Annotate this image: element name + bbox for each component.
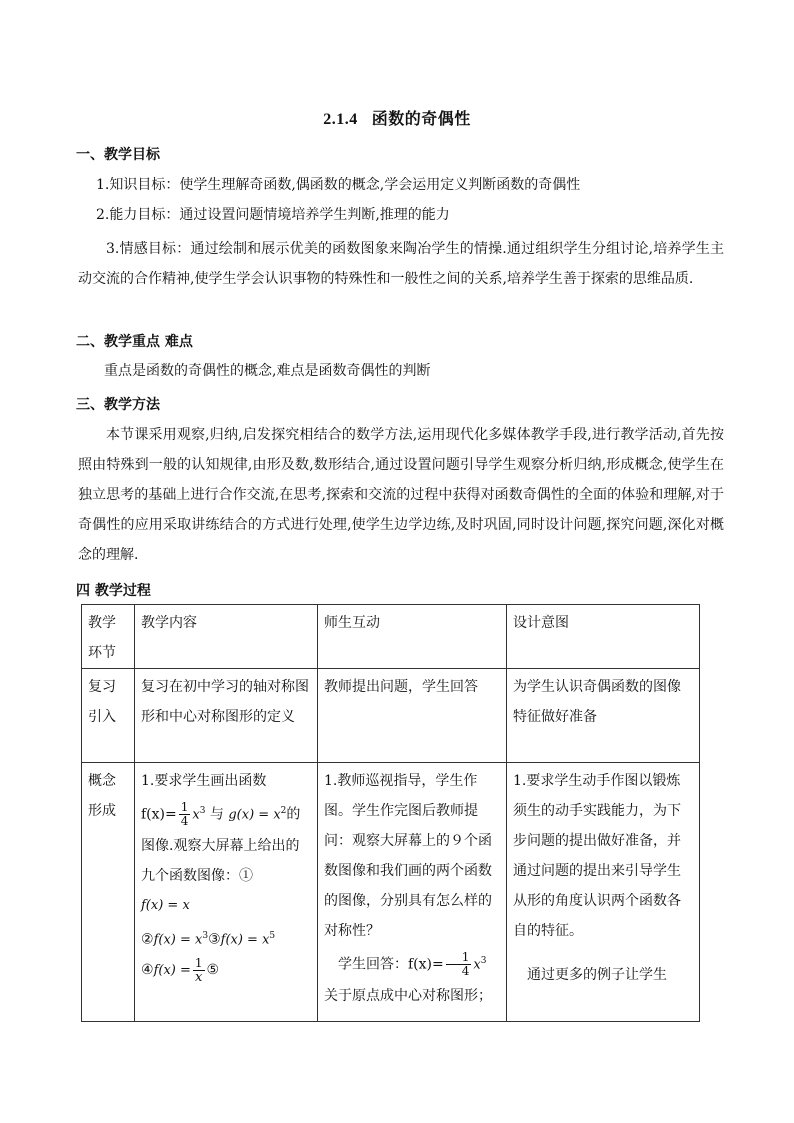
table-row <box>82 763 700 1022</box>
heading-key-points: 二、教学重点 难点 <box>76 334 193 350</box>
heading-process: 四 教学过程 <box>76 583 151 599</box>
row2-content-line1: 1.要求学生画出函数 <box>141 773 267 789</box>
row1-content: 复习在初中学习的轴对称图形和中心对称图形的定义 <box>135 669 318 763</box>
teaching-process-table <box>81 604 700 1022</box>
row2-stage: 概念形成 <box>82 763 135 1022</box>
row2-intent-1: 1.要求学生动手作图以锻炼须生的动手实践能力，为下步问题的提出做好准备，并通过问题的提出来引导学生从形的角度认识两个函数各自的特征。 <box>513 773 681 939</box>
row2-interaction <box>318 763 507 1022</box>
objective-ability: 2.能力目标：通过设置问题情境培养学生判断,推理的能力 <box>96 207 450 223</box>
page-title <box>0 106 794 129</box>
heading-methods: 三、教学方法 <box>76 397 160 413</box>
fraction-one-quarter: $\frac{1}{4}$ <box>180 800 189 829</box>
row2-content-line2: f(x)= $\frac{1}{4}$ $x^3$ 与 $g(x) = x^2$的 <box>141 800 301 829</box>
row2-intent-2: 通过更多的例子让学生 <box>527 967 667 983</box>
row2-content-line3: 图像.观察大屏幕上给出的九个函数图像：① <box>141 837 300 884</box>
title-text: 函数的奇偶性 <box>371 109 471 128</box>
row2-interaction-2: 学生回答：f(x)= $\frac{1}{4}$ $x^3$关于原点成中心对称图形； <box>324 950 492 1004</box>
key-points-text: 重点是函数的奇偶性的概念,难点是函数奇偶性的判断 <box>104 363 431 379</box>
heading-objectives: 一、教学目标 <box>76 147 160 163</box>
objective-knowledge: 1.知识目标：使学生理解奇函数,偶函数的概念,学会运用定义判断函数的奇偶性 <box>96 177 581 193</box>
row2-content <box>135 763 318 1022</box>
fraction-one-quarter-2: $\frac{1}{4}$ <box>446 951 472 978</box>
row2-intent <box>507 763 700 1022</box>
row2-interaction-1: 1.教师巡视指导，学生作图。学生作完图后教师提问：观察大屏幕上的９个函数图像和我们画的两个函数的图像，分别具有怎么样的对称性？ <box>324 773 492 939</box>
header-stage: 教学环节 <box>82 605 135 669</box>
row1-intent: 为学生认识奇偶函数的图像特征做好准备 <box>507 669 700 763</box>
row1-interaction: 教师提出问题，学生回答 <box>318 669 507 763</box>
table-header-row <box>82 605 700 669</box>
table-row <box>82 669 700 763</box>
methods-text: 本节课采用观察,归纳,启发探究相结合的数学方法,运用现代化多媒体教学手段,进行教学活动,首先按照由特殊到一般的认知规律,由形及数,数形结合,通过设置问题引导学生观察分析归纳,形成概念,使学生在独立思考的基础上进行合作交流,在思考,探索和交流的过程中获得对函数奇偶性的全面的体验和理解,对于奇偶性的应用采取讲练结合的方式进行处理,使学生边学边练,及时巩固,同时设计问题,探究问题,深化对概念的理解. <box>78 427 724 563</box>
objective-emotion: 3.情感目标：通过绘制和展示优美的函数图象来陶冶学生的情操.通过组织学生分组讨论,培养学生主动交流的合作精神,使学生学会认识事物的特殊性和一般性之间的关系,培养学生善于探索的思维品质. <box>78 241 724 287</box>
fraction-one-over-x: $\frac{1}{x}$ <box>194 955 203 985</box>
header-content: 教学内容 <box>135 605 318 669</box>
row2-function-1: f(x) = x <box>141 897 190 913</box>
header-interaction: 师生互动 <box>318 605 507 669</box>
row1-stage: 复习引入 <box>82 669 135 763</box>
section-number: 2.1.4 <box>323 111 358 128</box>
header-intent: 设计意图 <box>507 605 700 669</box>
row2-functions-4-5: ④f(x) = $\frac{1}{x}$ ⑤ <box>141 955 220 985</box>
row2-functions-2-3: ②f(x) = $x^3③f(x) = x^5$ <box>141 930 276 948</box>
